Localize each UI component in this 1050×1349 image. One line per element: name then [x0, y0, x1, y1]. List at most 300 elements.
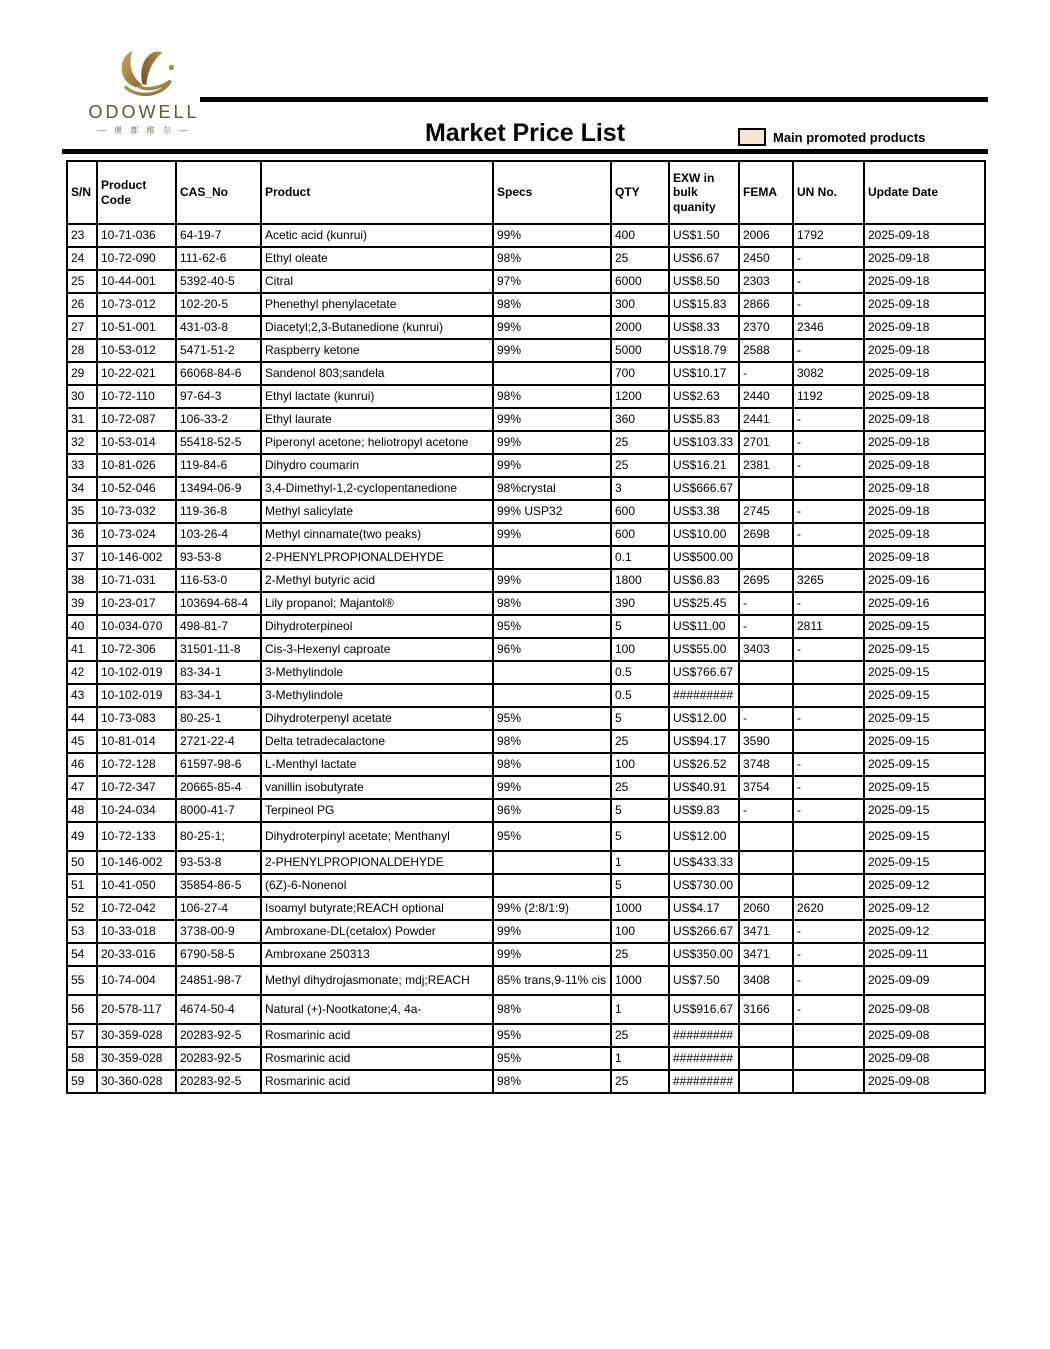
cell-cas: 5392-40-5 [176, 270, 261, 293]
cell-qty: 25 [611, 431, 669, 454]
cell-product: Terpineol PG [261, 799, 493, 822]
cell-code: 10-73-012 [97, 293, 176, 316]
cell-sn: 39 [67, 592, 97, 615]
cell-un [793, 822, 864, 851]
cell-specs [493, 874, 611, 897]
cell-fema: 2440 [739, 385, 793, 408]
cell-fema: - [739, 799, 793, 822]
cell-fema: - [739, 362, 793, 385]
cell-cas: 66068-84-6 [176, 362, 261, 385]
cell-cas: 2721-22-4 [176, 730, 261, 753]
cell-qty: 100 [611, 638, 669, 661]
cell-date: 2025-09-18 [864, 247, 985, 270]
cell-date: 2025-09-16 [864, 569, 985, 592]
cell-specs: 98% [493, 247, 611, 270]
col-header-update-date: Update Date [864, 161, 985, 224]
cell-qty: 390 [611, 592, 669, 615]
cell-specs: 98% [493, 385, 611, 408]
table-row [67, 1047, 985, 1070]
cell-date: 2025-09-15 [864, 638, 985, 661]
cell-qty: 1 [611, 1047, 669, 1070]
col-header-sn: S/N [67, 161, 97, 224]
cell-un [793, 851, 864, 874]
cell-exw: US$350.00 [669, 943, 739, 966]
cell-product: vanillin isobutyrate [261, 776, 493, 799]
cell-sn: 35 [67, 500, 97, 523]
cell-product: (6Z)-6-Nonenol [261, 874, 493, 897]
cell-sn: 37 [67, 546, 97, 569]
cell-sn: 42 [67, 661, 97, 684]
cell-code: 10-72-110 [97, 385, 176, 408]
cell-exw: US$94.17 [669, 730, 739, 753]
cell-specs: 99% (2:8/1:9) [493, 897, 611, 920]
cell-un [793, 684, 864, 707]
cell-specs: 99% [493, 776, 611, 799]
cell-un: - [793, 707, 864, 730]
cell-qty: 25 [611, 1024, 669, 1047]
cell-qty: 25 [611, 247, 669, 270]
cell-cas: 83-34-1 [176, 661, 261, 684]
cell-exw: US$10.00 [669, 523, 739, 546]
cell-code: 10-41-050 [97, 874, 176, 897]
cell-cas: 431-03-8 [176, 316, 261, 339]
cell-product: Natural (+)-Nootkatone;4, 4a- [261, 995, 493, 1024]
cell-qty: 0.5 [611, 661, 669, 684]
cell-code: 10-72-347 [97, 776, 176, 799]
cell-product: Methyl cinnamate(two peaks) [261, 523, 493, 546]
cell-un: - [793, 592, 864, 615]
cell-un: - [793, 920, 864, 943]
cell-exw: US$6.67 [669, 247, 739, 270]
cell-un [793, 1047, 864, 1070]
cell-un: - [793, 799, 864, 822]
cell-exw: US$12.00 [669, 707, 739, 730]
cell-code: 10-102-019 [97, 684, 176, 707]
cell-date: 2025-09-15 [864, 707, 985, 730]
cell-sn: 41 [67, 638, 97, 661]
cell-fema: 3471 [739, 920, 793, 943]
cell-product: Isoamyl butyrate;REACH optional [261, 897, 493, 920]
cell-date: 2025-09-15 [864, 684, 985, 707]
table-row [67, 1024, 985, 1047]
cell-fema [739, 1047, 793, 1070]
cell-product: 2-PHENYLPROPIONALDEHYDE [261, 851, 493, 874]
cell-fema: 3754 [739, 776, 793, 799]
cell-specs: 96% [493, 638, 611, 661]
cell-fema [739, 851, 793, 874]
cell-product: 2-Methyl butyric acid [261, 569, 493, 592]
cell-specs [493, 362, 611, 385]
cell-date: 2025-09-18 [864, 431, 985, 454]
cell-un: - [793, 293, 864, 316]
brand-name-chinese: — 奥 都 维 尔 — [97, 126, 191, 135]
col-header-un-no: UN No. [793, 161, 864, 224]
cell-sn: 23 [67, 224, 97, 247]
cell-qty: 25 [611, 776, 669, 799]
cell-code: 10-146-002 [97, 546, 176, 569]
cell-exw: US$433.33 [669, 851, 739, 874]
cell-specs: 95% [493, 822, 611, 851]
cell-exw: US$16.21 [669, 454, 739, 477]
cell-qty: 1200 [611, 385, 669, 408]
cell-cas: 111-62-6 [176, 247, 261, 270]
cell-qty: 5 [611, 874, 669, 897]
cell-sn: 29 [67, 362, 97, 385]
cell-date: 2025-09-12 [864, 897, 985, 920]
cell-sn: 36 [67, 523, 97, 546]
cell-exw: US$18.79 [669, 339, 739, 362]
cell-exw: US$3.38 [669, 500, 739, 523]
cell-fema: 2701 [739, 431, 793, 454]
table-row [67, 523, 985, 546]
cell-fema: 2060 [739, 897, 793, 920]
cell-product: Methyl dihydrojasmonate; mdj;REACH [261, 966, 493, 995]
cell-qty: 25 [611, 943, 669, 966]
cell-qty: 1800 [611, 569, 669, 592]
cell-fema: - [739, 707, 793, 730]
cell-sn: 31 [67, 408, 97, 431]
cell-product: 3-Methylindole [261, 684, 493, 707]
cell-exw: US$9.83 [669, 799, 739, 822]
cell-fema: 3471 [739, 943, 793, 966]
cell-date: 2025-09-15 [864, 753, 985, 776]
table-row [67, 247, 985, 270]
cell-un: - [793, 408, 864, 431]
cell-specs: 95% [493, 707, 611, 730]
cell-product: 2-PHENYLPROPIONALDEHYDE [261, 546, 493, 569]
cell-exw: US$730.00 [669, 874, 739, 897]
cell-date: 2025-09-18 [864, 500, 985, 523]
cell-exw: US$12.00 [669, 822, 739, 851]
cell-product: Methyl salicylate [261, 500, 493, 523]
cell-specs: 99% [493, 431, 611, 454]
cell-fema: 2441 [739, 408, 793, 431]
cell-cas: 55418-52-5 [176, 431, 261, 454]
table-row [67, 362, 985, 385]
cell-code: 20-33-016 [97, 943, 176, 966]
cell-un: - [793, 753, 864, 776]
cell-un: - [793, 776, 864, 799]
cell-code: 10-53-012 [97, 339, 176, 362]
cell-specs: 98% [493, 293, 611, 316]
cell-cas: 24851-98-7 [176, 966, 261, 995]
cell-specs [493, 684, 611, 707]
cell-cas: 106-27-4 [176, 897, 261, 920]
cell-specs: 95% [493, 1024, 611, 1047]
cell-un [793, 546, 864, 569]
cell-qty: 3 [611, 477, 669, 500]
table-row [67, 293, 985, 316]
cell-specs: 99% [493, 920, 611, 943]
cell-un: - [793, 638, 864, 661]
cell-un: - [793, 995, 864, 1024]
cell-date: 2025-09-15 [864, 799, 985, 822]
cell-sn: 43 [67, 684, 97, 707]
cell-product: Ethyl oleate [261, 247, 493, 270]
cell-code: 10-72-087 [97, 408, 176, 431]
cell-cas: 20283-92-5 [176, 1070, 261, 1093]
cell-fema: 3748 [739, 753, 793, 776]
cell-cas: 61597-98-6 [176, 753, 261, 776]
cell-qty: 25 [611, 1070, 669, 1093]
cell-qty: 2000 [611, 316, 669, 339]
cell-specs: 98%crystal [493, 477, 611, 500]
cell-product: Dihydroterpinyl acetate; Menthanyl [261, 822, 493, 851]
cell-product: Citral [261, 270, 493, 293]
cell-code: 10-146-002 [97, 851, 176, 874]
cell-sn: 49 [67, 822, 97, 851]
cell-date: 2025-09-18 [864, 408, 985, 431]
cell-product: Ambroxane 250313 [261, 943, 493, 966]
cell-product: Rosmarinic acid [261, 1024, 493, 1047]
cell-specs: 98% [493, 592, 611, 615]
cell-fema: 2695 [739, 569, 793, 592]
cell-sn: 52 [67, 897, 97, 920]
cell-cas: 103694-68-4 [176, 592, 261, 615]
cell-fema: 2370 [739, 316, 793, 339]
table-row [67, 684, 985, 707]
cell-qty: 5 [611, 615, 669, 638]
cell-date: 2025-09-12 [864, 920, 985, 943]
cell-qty: 700 [611, 362, 669, 385]
cell-product: Rosmarinic acid [261, 1047, 493, 1070]
cell-date: 2025-09-08 [864, 995, 985, 1024]
cell-exw: US$4.17 [669, 897, 739, 920]
cell-qty: 0.1 [611, 546, 669, 569]
cell-specs: 98% [493, 753, 611, 776]
cell-cas: 8000-41-7 [176, 799, 261, 822]
cell-date: 2025-09-08 [864, 1047, 985, 1070]
cell-cas: 6790-58-5 [176, 943, 261, 966]
cell-qty: 25 [611, 730, 669, 753]
cell-date: 2025-09-09 [864, 966, 985, 995]
col-header-fema: FEMA [739, 161, 793, 224]
table-row [67, 943, 985, 966]
table-row [67, 569, 985, 592]
cell-fema: 2588 [739, 339, 793, 362]
cell-fema: 2303 [739, 270, 793, 293]
table-row [67, 874, 985, 897]
cell-exw: US$40.91 [669, 776, 739, 799]
cell-exw: US$2.63 [669, 385, 739, 408]
cell-specs: 99% [493, 943, 611, 966]
cell-code: 10-73-032 [97, 500, 176, 523]
cell-exw: ######### [669, 1024, 739, 1047]
cell-cas: 31501-11-8 [176, 638, 261, 661]
cell-specs: 99% [493, 569, 611, 592]
cell-sn: 46 [67, 753, 97, 776]
cell-date: 2025-09-18 [864, 316, 985, 339]
cell-specs: 98% [493, 995, 611, 1024]
cell-date: 2025-09-08 [864, 1024, 985, 1047]
cell-date: 2025-09-18 [864, 523, 985, 546]
cell-sn: 33 [67, 454, 97, 477]
cell-code: 10-72-306 [97, 638, 176, 661]
cell-code: 10-53-014 [97, 431, 176, 454]
cell-specs: 98% [493, 730, 611, 753]
table-row [67, 995, 985, 1024]
promoted-legend-label: Main promoted products [773, 129, 926, 145]
cell-un: 2620 [793, 897, 864, 920]
cell-cas: 20665-85-4 [176, 776, 261, 799]
table-row [67, 897, 985, 920]
cell-exw: US$266.67 [669, 920, 739, 943]
flower-logo-icon [102, 46, 186, 104]
table-row [67, 408, 985, 431]
header-rule-bottom [62, 149, 988, 154]
cell-qty: 1000 [611, 966, 669, 995]
cell-qty: 360 [611, 408, 669, 431]
cell-fema: 2698 [739, 523, 793, 546]
cell-sn: 40 [67, 615, 97, 638]
cell-specs: 99% [493, 523, 611, 546]
cell-un [793, 477, 864, 500]
cell-fema: 3166 [739, 995, 793, 1024]
col-header-cas-no: CAS_No [176, 161, 261, 224]
cell-exw: US$5.83 [669, 408, 739, 431]
cell-code: 10-81-014 [97, 730, 176, 753]
cell-cas: 3738-00-9 [176, 920, 261, 943]
cell-exw: ######### [669, 1070, 739, 1093]
cell-cas: 116-53-0 [176, 569, 261, 592]
cell-sn: 59 [67, 1070, 97, 1093]
cell-code: 10-102-019 [97, 661, 176, 684]
cell-code: 10-72-133 [97, 822, 176, 851]
cell-cas: 97-64-3 [176, 385, 261, 408]
cell-specs: 96% [493, 799, 611, 822]
cell-code: 10-44-001 [97, 270, 176, 293]
cell-product: 3-Methylindole [261, 661, 493, 684]
cell-exw: ######### [669, 684, 739, 707]
cell-specs [493, 546, 611, 569]
cell-sn: 34 [67, 477, 97, 500]
cell-code: 10-74-004 [97, 966, 176, 995]
table-row [67, 776, 985, 799]
cell-code: 10-22-021 [97, 362, 176, 385]
cell-fema [739, 684, 793, 707]
table-row [67, 615, 985, 638]
col-header-product-code: Product Code [97, 161, 176, 224]
cell-exw: US$26.52 [669, 753, 739, 776]
cell-product: Rosmarinic acid [261, 1070, 493, 1093]
cell-specs: 99% [493, 224, 611, 247]
table-row [67, 966, 985, 995]
cell-un: - [793, 500, 864, 523]
cell-exw: US$11.00 [669, 615, 739, 638]
cell-date: 2025-09-18 [864, 293, 985, 316]
cell-cas: 498-81-7 [176, 615, 261, 638]
table-row [67, 920, 985, 943]
cell-date: 2025-09-15 [864, 615, 985, 638]
cell-un: - [793, 431, 864, 454]
cell-product: Phenethyl phenylacetate [261, 293, 493, 316]
cell-code: 10-71-031 [97, 569, 176, 592]
table-row [67, 500, 985, 523]
cell-un: 1792 [793, 224, 864, 247]
cell-date: 2025-09-16 [864, 592, 985, 615]
cell-un: 2811 [793, 615, 864, 638]
table-row [67, 592, 985, 615]
cell-qty: 5 [611, 822, 669, 851]
cell-product: 3,4-Dimethyl-1,2-cyclopentanedione [261, 477, 493, 500]
cell-un [793, 874, 864, 897]
cell-qty: 5 [611, 799, 669, 822]
cell-date: 2025-09-15 [864, 730, 985, 753]
cell-qty: 6000 [611, 270, 669, 293]
cell-sn: 56 [67, 995, 97, 1024]
cell-product: Piperonyl acetone; heliotropyl acetone [261, 431, 493, 454]
cell-fema [739, 1070, 793, 1093]
cell-specs: 99% [493, 408, 611, 431]
cell-exw: US$1.50 [669, 224, 739, 247]
cell-code: 10-72-090 [97, 247, 176, 270]
cell-code: 10-71-036 [97, 224, 176, 247]
cell-date: 2025-09-08 [864, 1070, 985, 1093]
cell-cas: 80-25-1; [176, 822, 261, 851]
col-header-product: Product [261, 161, 493, 224]
cell-sn: 38 [67, 569, 97, 592]
cell-specs: 99% [493, 454, 611, 477]
cell-code: 20-578-117 [97, 995, 176, 1024]
cell-un: - [793, 966, 864, 995]
cell-sn: 44 [67, 707, 97, 730]
cell-code: 10-81-026 [97, 454, 176, 477]
cell-qty: 300 [611, 293, 669, 316]
cell-specs: 85% trans,9-11% cis [493, 966, 611, 995]
cell-qty: 600 [611, 500, 669, 523]
cell-code: 10-72-042 [97, 897, 176, 920]
cell-qty: 1000 [611, 897, 669, 920]
cell-code: 10-72-128 [97, 753, 176, 776]
cell-sn: 30 [67, 385, 97, 408]
cell-sn: 50 [67, 851, 97, 874]
cell-qty: 600 [611, 523, 669, 546]
cell-un [793, 730, 864, 753]
cell-fema: 2745 [739, 500, 793, 523]
cell-cas: 83-34-1 [176, 684, 261, 707]
cell-product: Ambroxane-DL(cetalox) Powder [261, 920, 493, 943]
cell-un: - [793, 454, 864, 477]
cell-product: Dihydroterpenyl acetate [261, 707, 493, 730]
cell-date: 2025-09-15 [864, 851, 985, 874]
cell-product: Delta tetradecalactone [261, 730, 493, 753]
cell-exw: US$8.33 [669, 316, 739, 339]
cell-fema: 3590 [739, 730, 793, 753]
cell-date: 2025-09-18 [864, 339, 985, 362]
cell-exw: US$8.50 [669, 270, 739, 293]
cell-code: 10-73-024 [97, 523, 176, 546]
cell-un [793, 1024, 864, 1047]
cell-fema [739, 546, 793, 569]
cell-sn: 24 [67, 247, 97, 270]
cell-code: 30-359-028 [97, 1024, 176, 1047]
cell-fema: 2450 [739, 247, 793, 270]
cell-fema: 2006 [739, 224, 793, 247]
header-rule-top [200, 97, 988, 102]
cell-exw: US$10.17 [669, 362, 739, 385]
cell-sn: 48 [67, 799, 97, 822]
cell-code: 10-51-001 [97, 316, 176, 339]
table-body [67, 224, 985, 1093]
cell-specs: 99% USP32 [493, 500, 611, 523]
cell-cas: 80-25-1 [176, 707, 261, 730]
cell-exw: US$25.45 [669, 592, 739, 615]
cell-exw: US$500.00 [669, 546, 739, 569]
cell-fema [739, 1024, 793, 1047]
cell-un: 1192 [793, 385, 864, 408]
cell-exw: US$6.83 [669, 569, 739, 592]
cell-date: 2025-09-18 [864, 270, 985, 293]
